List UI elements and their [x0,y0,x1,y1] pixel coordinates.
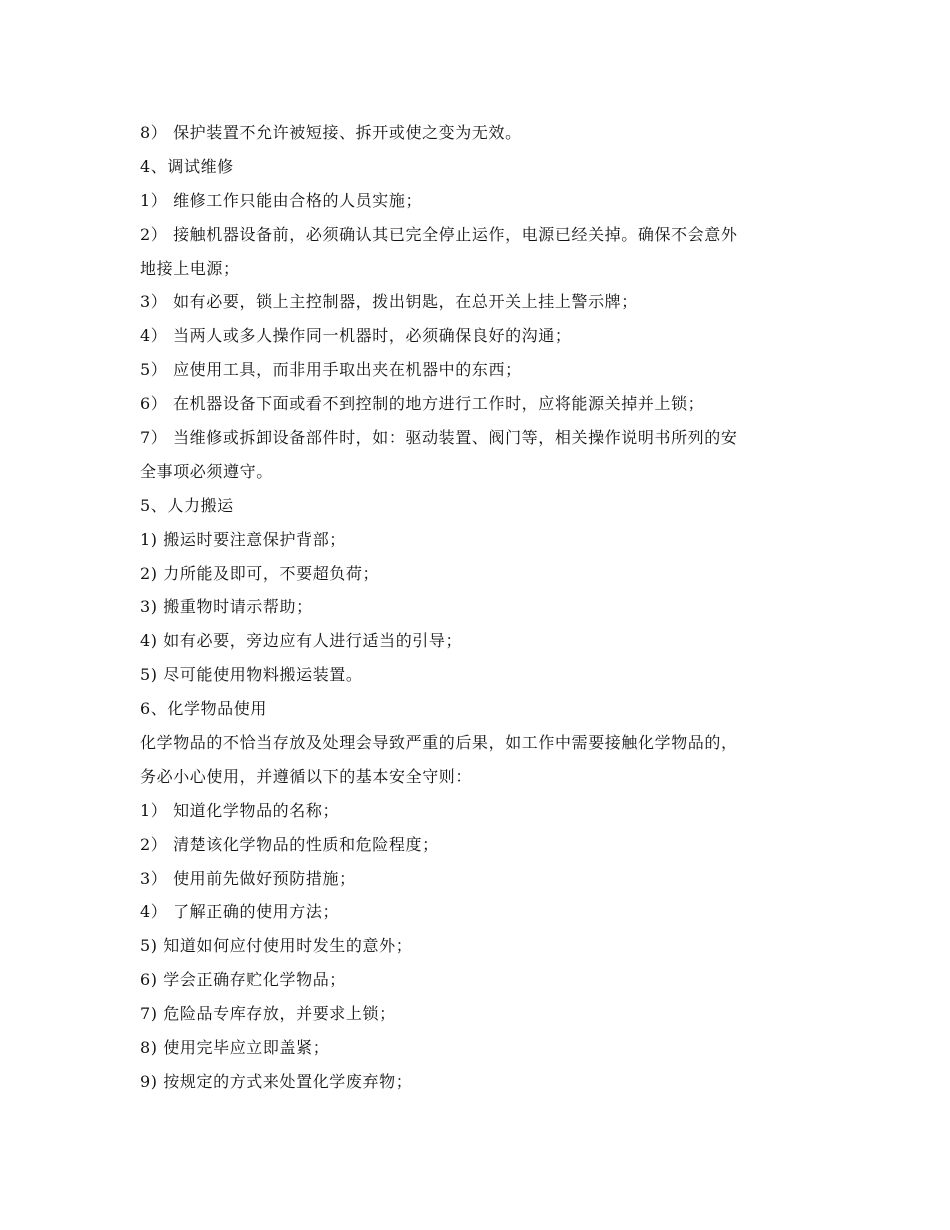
text-line: 1） 知道化学物品的名称； [140,800,340,820]
text-line: 务必小心使用，并遵循以下的基本安全守则： [140,766,473,786]
text-line: 8) 使用完毕应立即盖紧； [140,1038,330,1058]
text-line: 5) 尽可能使用物料搬运装置。 [140,665,363,685]
text-line: 地接上电源； [140,258,240,278]
text-line: 9) 按规定的方式来处置化学废弃物； [140,1071,413,1091]
text-line: 3） 使用前先做好预防措施； [140,868,356,888]
text-line: 8） 保护装置不允许被短接、拆开或使之变为无效。 [140,123,522,142]
text-line: 3) 搬重物时请示帮助； [140,597,313,617]
section-heading: 4、调试维修 [140,156,234,176]
text-line: 5） 应使用工具，而非用手取出夹在机器中的东西； [140,360,522,380]
text-line: 7） 当维修或拆卸设备部件时，如：驱动装置、阀门等，相关操作说明书所列的安 [140,428,738,448]
text-line: 5) 知道如何应付使用时发生的意外； [140,936,413,956]
text-line: 化学物品的不恰当存放及处理会导致严重的后果，如工作中需要接触化学物品的， [140,733,738,753]
text-line: 2） 清楚该化学物品的性质和危险程度； [140,834,439,854]
text-line: 6） 在机器设备下面或看不到控制的地方进行工作时，应将能源关掉并上锁； [140,394,705,414]
document-body [140,116,820,1099]
text-line: 4） 了解正确的使用方法； [140,902,340,922]
text-line: 1） 维修工作只能由合格的人员实施； [140,190,423,210]
text-line: 7) 危险品专库存放，并要求上锁； [140,1004,396,1024]
text-line: 4） 当两人或多人操作同一机器时，必须确保良好的沟通； [140,326,572,346]
text-line: 2) 力所能及即可，不要超负荷； [140,563,380,583]
text-line: 4) 如有必要，旁边应有人进行适当的引导； [140,631,463,651]
text-line: 全事项必须遵守。 [140,461,273,481]
text-line: 3） 如有必要，锁上主控制器，拨出钥匙，在总开关上挂上警示牌； [140,292,638,312]
text-line: 2） 接触机器设备前，必须确认其已完全停止运作，电源已经关掉。确保不会意外 [140,224,738,244]
section-heading: 6、化学物品使用 [140,699,267,719]
text-line: 6) 学会正确存贮化学物品； [140,970,346,990]
text-line: 1) 搬运时要注意保护背部； [140,529,346,549]
section-heading: 5、人力搬运 [140,495,234,515]
